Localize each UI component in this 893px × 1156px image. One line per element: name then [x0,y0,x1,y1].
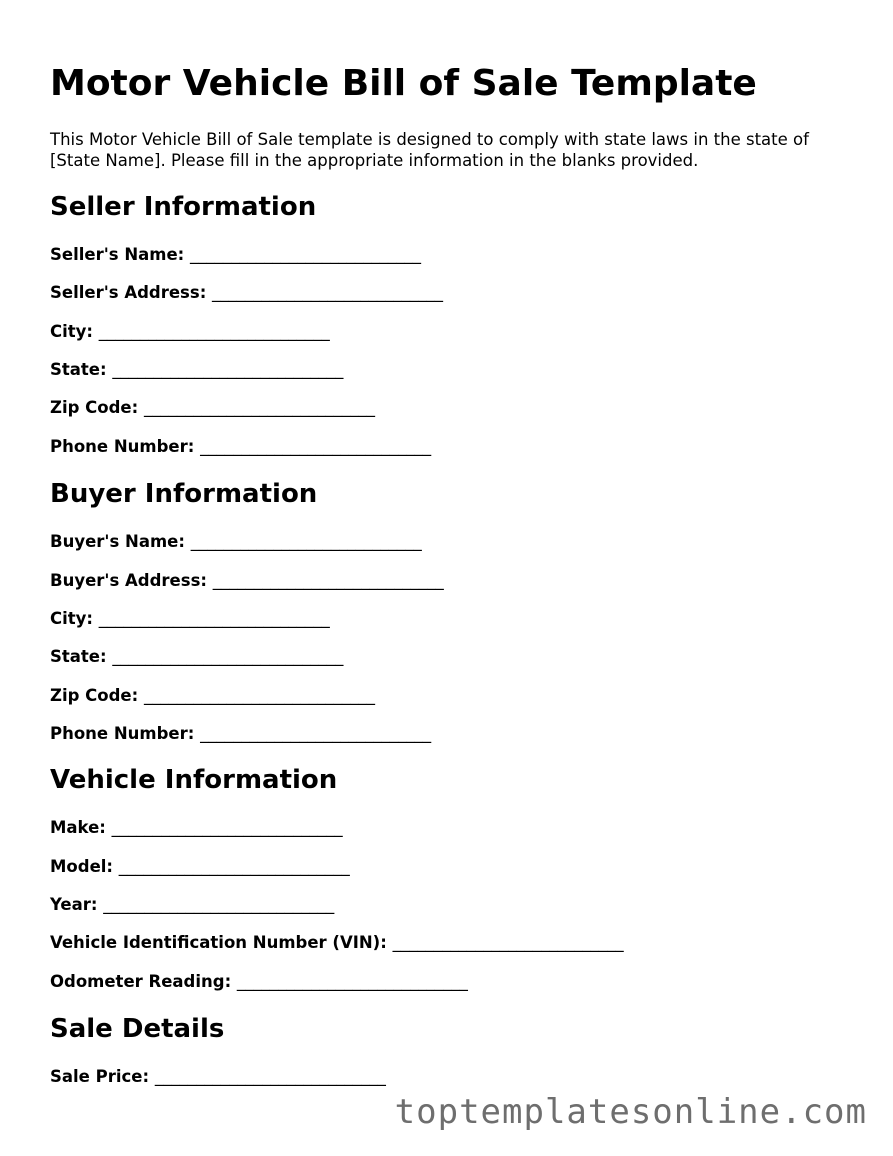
vehicle-year-blank[interactable]: ____________________________ [103,895,335,914]
buyer-zip-field[interactable] [50,685,375,707]
vehicle-section-heading: Vehicle Information [50,765,338,795]
vehicle-odometer-label: Odometer Reading: [50,972,237,991]
seller-phone-blank[interactable]: ____________________________ [200,437,432,456]
seller-zip-blank[interactable]: ____________________________ [143,398,375,417]
buyer-section-heading: Buyer Information [50,479,318,509]
vehicle-make-blank[interactable]: ____________________________ [111,818,343,837]
vehicle-vin-blank[interactable]: ____________________________ [392,933,624,952]
vehicle-make-field[interactable] [50,817,343,839]
seller-name-field[interactable] [50,244,421,266]
seller-city-blank[interactable]: ____________________________ [98,322,330,341]
buyer-phone-blank[interactable]: ____________________________ [200,724,432,743]
buyer-name-blank[interactable]: ____________________________ [190,532,422,551]
vehicle-odometer-field[interactable] [50,971,468,993]
seller-state-field[interactable] [50,359,343,381]
buyer-address-blank[interactable]: ____________________________ [212,571,444,590]
seller-state-label: State: [50,360,113,379]
seller-city-label: City: [50,322,99,341]
vehicle-odometer-blank[interactable]: ____________________________ [236,972,468,991]
buyer-city-blank[interactable]: ____________________________ [98,609,330,628]
seller-phone-label: Phone Number: [50,437,201,456]
vehicle-year-label: Year: [50,895,104,914]
seller-address-blank[interactable]: ____________________________ [212,283,444,302]
buyer-state-blank[interactable]: ____________________________ [112,647,344,666]
sale-price-field[interactable] [50,1066,386,1088]
seller-name-label: Seller's Name: [50,245,191,264]
seller-section-heading: Seller Information [50,192,317,222]
buyer-zip-label: Zip Code: [50,686,144,705]
buyer-state-field[interactable] [50,646,343,668]
vehicle-make-label: Make: [50,818,112,837]
sale-price-label: Sale Price: [50,1067,155,1086]
sale-section-heading: Sale Details [50,1014,225,1044]
buyer-address-field[interactable] [50,570,444,592]
buyer-city-label: City: [50,609,99,628]
buyer-name-field[interactable] [50,531,422,553]
seller-zip-label: Zip Code: [50,398,144,417]
buyer-state-label: State: [50,647,113,666]
seller-city-field[interactable] [50,321,330,343]
buyer-zip-blank[interactable]: ____________________________ [143,686,375,705]
vehicle-model-field[interactable] [50,856,350,878]
vehicle-year-field[interactable] [50,894,334,916]
vehicle-model-blank[interactable]: ____________________________ [118,857,350,876]
seller-address-field[interactable] [50,282,443,304]
watermark: toptemplatesonline.com [394,1092,867,1132]
seller-state-blank[interactable]: ____________________________ [112,360,344,379]
seller-address-label: Seller's Address: [50,283,213,302]
buyer-name-label: Buyer's Name: [50,532,191,551]
buyer-address-label: Buyer's Address: [50,571,213,590]
vehicle-vin-label: Vehicle Identification Number (VIN): [50,933,393,952]
buyer-city-field[interactable] [50,608,330,630]
intro-paragraph: This Motor Vehicle Bill of Sale template is designed to comply with state laws in the state of [State Name]. Please fill in the appropriate information in the blanks provided. [50,130,809,170]
seller-name-blank[interactable]: ____________________________ [190,245,422,264]
vehicle-model-label: Model: [50,857,119,876]
seller-zip-field[interactable] [50,397,375,419]
vehicle-vin-field[interactable] [50,932,624,954]
buyer-phone-label: Phone Number: [50,724,201,743]
buyer-phone-field[interactable] [50,723,431,745]
sale-price-blank[interactable]: ____________________________ [154,1067,386,1086]
seller-phone-field[interactable] [50,436,431,458]
page-title: Motor Vehicle Bill of Sale Template [50,63,757,104]
